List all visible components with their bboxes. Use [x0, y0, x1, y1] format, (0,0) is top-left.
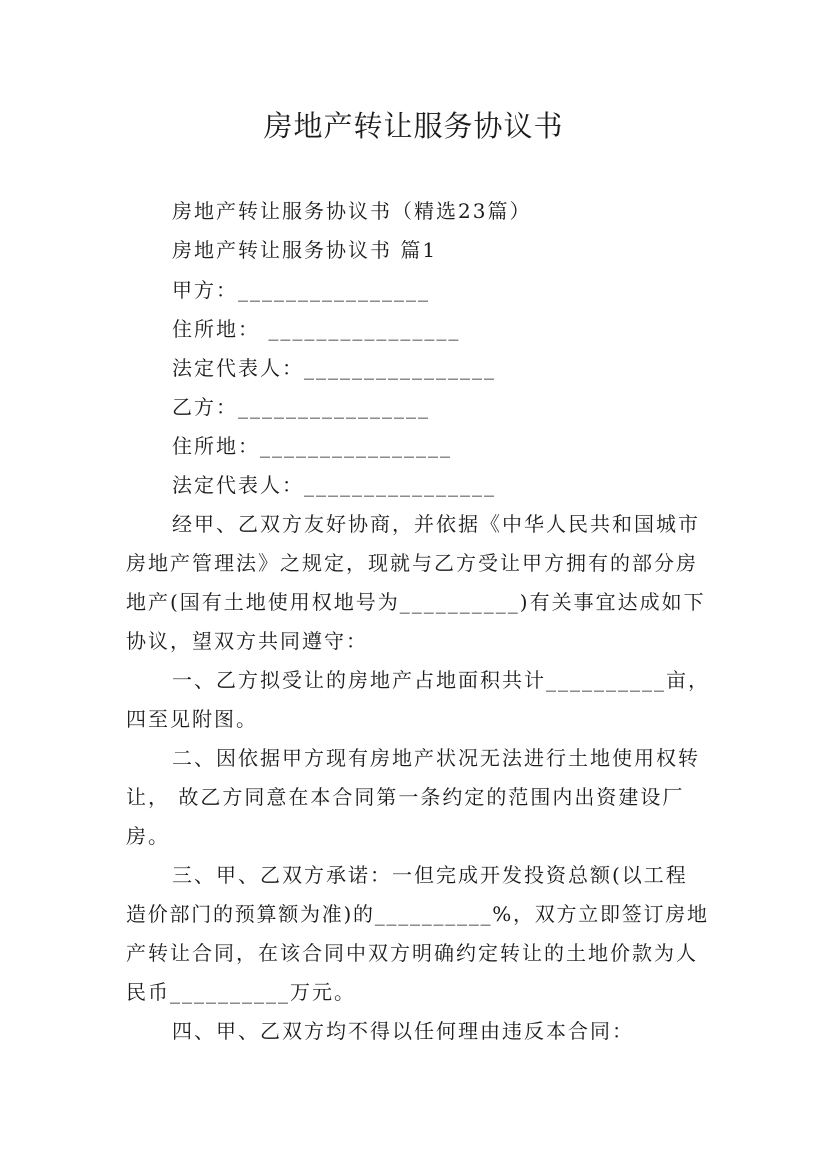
paragraph-line: 房地产管理法》之规定，现就与乙方受让甲方拥有的部分房 [126, 551, 698, 575]
clause-2-line: 让， 故乙方同意在本合同第一条约定的范围内出资建设厂 [126, 785, 685, 809]
party-a-field: 甲方：________________ [172, 278, 430, 302]
clause-3-line: 民币__________万元。 [126, 980, 356, 1004]
section-heading: 房地产转让服务协议书 篇1 [172, 238, 438, 262]
party-b-representative-field: 法定代表人：________________ [172, 473, 496, 497]
clause-2-line: 房。 [126, 824, 170, 848]
clause-2-line: 二、因依据甲方现有房地产状况无法进行土地使用权转 [172, 746, 700, 770]
paragraph-line: 协议，望双方共同遵守： [126, 629, 368, 653]
party-b-address-field: 住所地：________________ [172, 434, 452, 458]
party-a-address-field: 住所地： ________________ [172, 317, 461, 341]
clause-3-line: 三、甲、乙双方承诺：一但完成开发投资总额(以工程 [172, 863, 688, 887]
party-a-representative-field: 法定代表人：________________ [172, 356, 496, 380]
clause-1-line: 四至见附图。 [126, 707, 258, 731]
document-title: 房地产转让服务协议书 [263, 109, 564, 143]
clause-3-line: 产转让合同，在该合同中双方明确约定转让的土地价款为人 [126, 941, 698, 965]
clause-4-line: 四、甲、乙双方均不得以任何理由违反本合同： [172, 1019, 634, 1043]
paragraph-line: 经甲、乙双方友好协商，并依据《中华人民共和国城市 [172, 512, 700, 536]
party-b-field: 乙方：________________ [172, 395, 430, 419]
clause-1-line: 一、乙方拟受让的房地产占地面积共计__________亩， [172, 668, 710, 692]
clause-3-line: 造价部门的预算额为准)的__________%，双方立即签订房地 [126, 902, 709, 926]
subtitle-line: 房地产转让服务协议书（精选23篇） [172, 199, 532, 223]
paragraph-line: 地产(国有土地使用权地号为__________)有关事宜达成如下 [126, 590, 706, 614]
